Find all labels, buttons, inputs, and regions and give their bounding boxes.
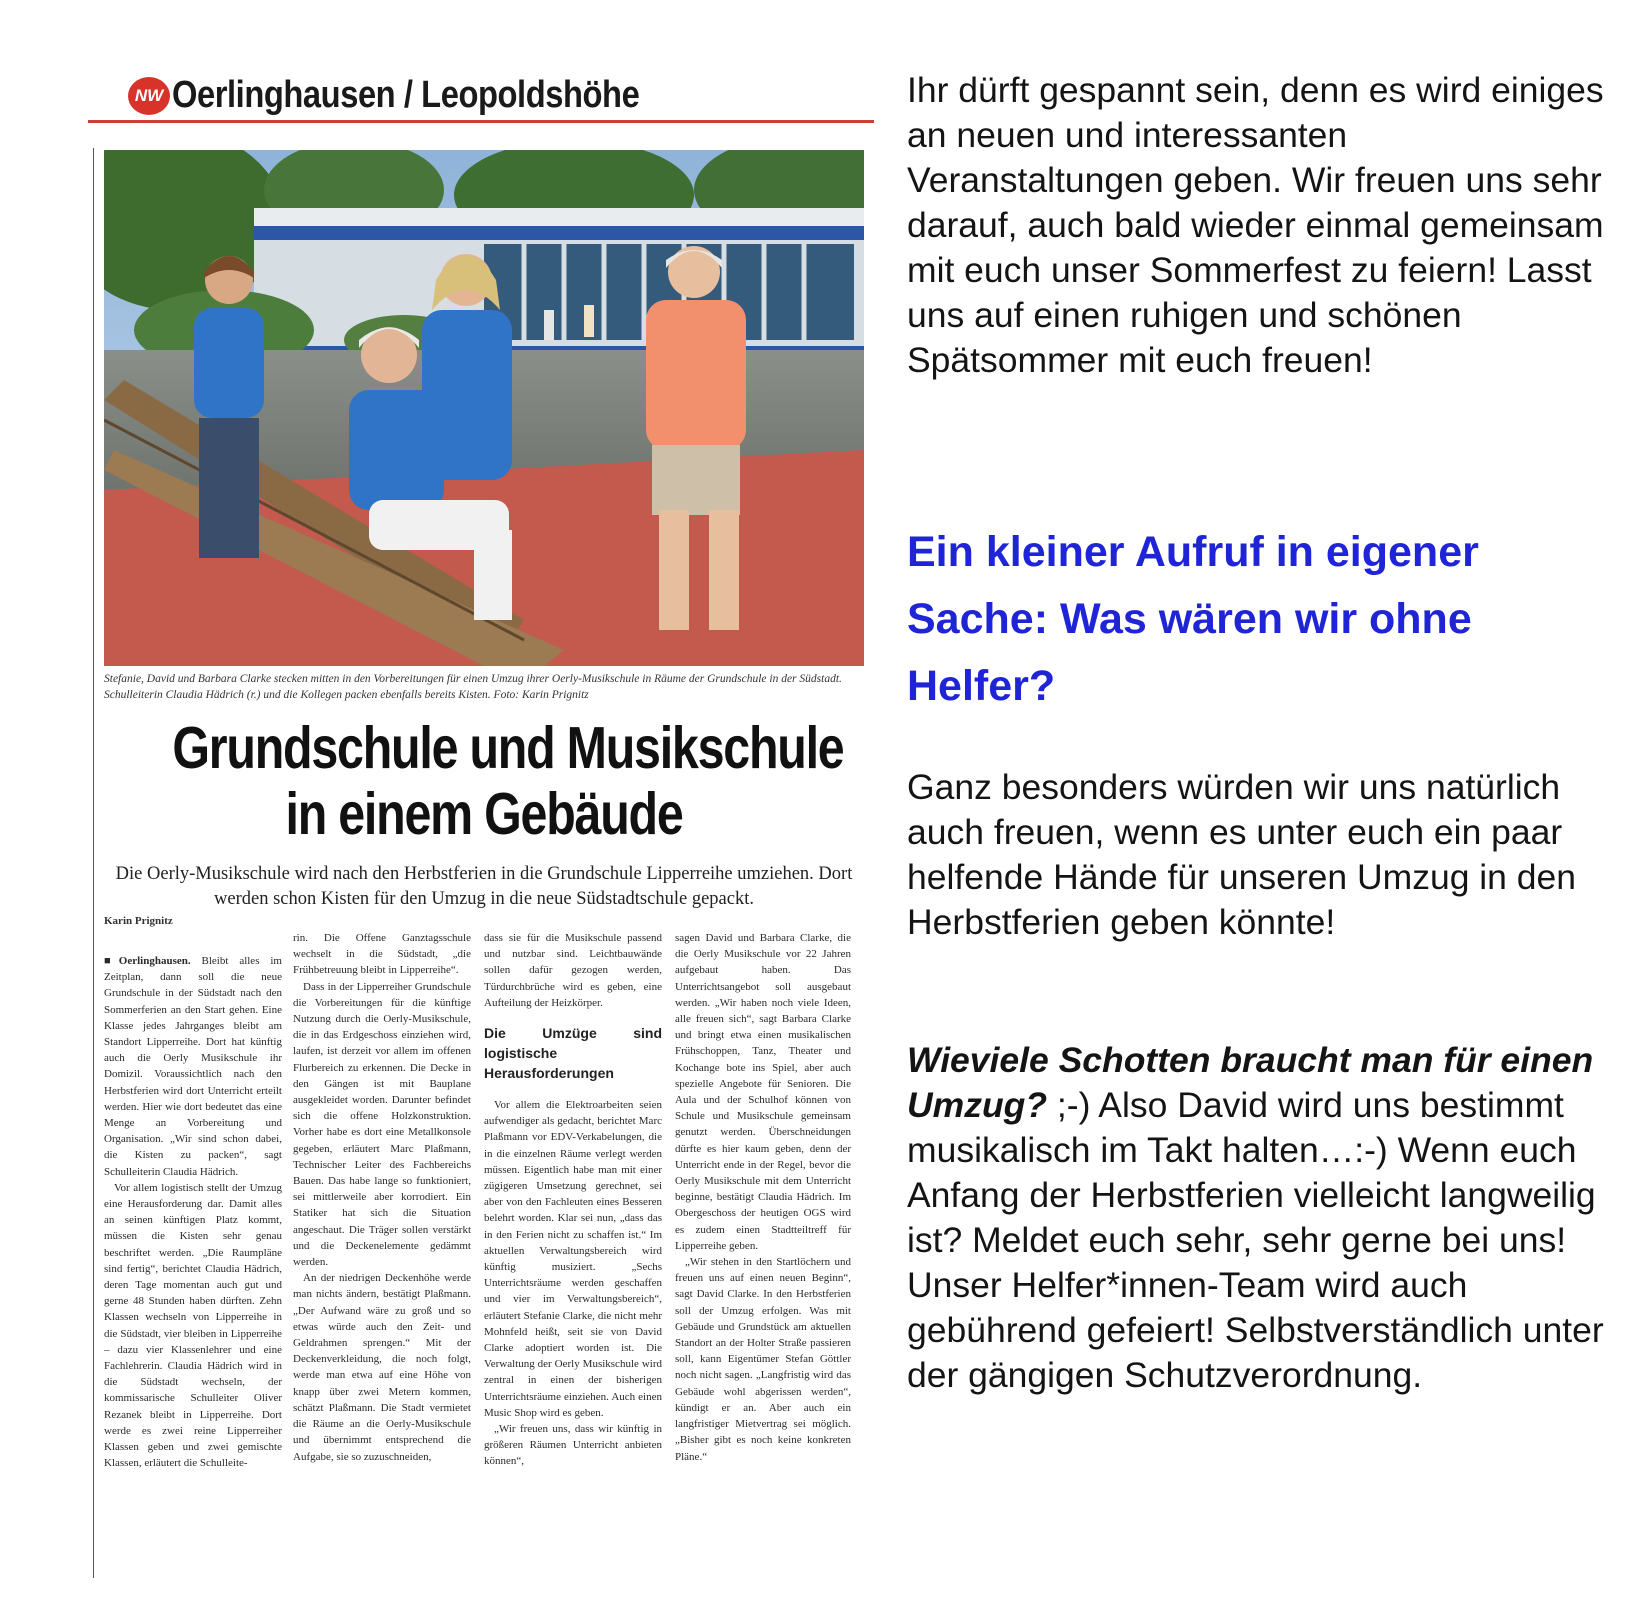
article-column-3 — [484, 930, 662, 1470]
paragraph: sagen David und Barbara Clarke, die die Oerly Musikschule vor 22 Jahren aufgebaut haben. Das Unterrichtsangebot soll ausgebaut werden. „Wir haben noch viele Ideen, alle freuen sich“, sagt Barbara Clarke und bringt etwa einen musikalischen Frühschoppen, Tanz, Theater und Kochange bote ins Spiel, aber auch spezielle Angebote für Senioren. Die Aula und der Schulhof können von Schule und Musikschule gemeinsam genutzt werden. Überschneidungen dürfte es hier kaum geben, denn der Unterricht ende in der Regel, bevor die Oerly Musikschule mit dem Unterricht beginne, bestätigt Claudia Hädrich. Im Obergeschoss der heutigen OGS wird es zudem einen Stadtteiltreff für Lipperreihe geben. — [675, 932, 851, 1252]
paragraph: Dass in der Lipperreiher Grundschule die Vorbereitungen für die künftige Nutzung durch die Oerly-Musikschule, die in das Erdgeschoss einziehen wird, laufen, ist derzeit vor allem im offenen Flurbereich zu erkennen. Die Decke in den Gängen ist mit Bauplane ausgekleidet worden. Darunter befindet sich die offene Holzkonstruktion. Vorher habe es dort eine Metallkonsole gegeben, erläutert Marc Plaßmann, Technischer Leiter des Fachbereichs Bauen. Das habe lange so funktioniert, sei mittlerweile aber korrodiert. Ein Statiker hat sich die Situation angeschaut. Die Träger sollen verstärkt und die Deckenelemente gedämmt werden. — [293, 980, 471, 1269]
article-author: Karin Prignitz — [104, 915, 173, 927]
photo-caption: Stefanie, David und Barbara Clarke stecken mitten in den Vorbereitungen für einen Umzug ihrer Oerly-Musikschule in Räume der Grundschule in der Südstadt. Schulleiterin Claudia Hädrich (r.) und die Kollegen packen ebenfalls bereits Kisten. Foto: Karin Prignitz — [104, 673, 842, 701]
column-rule — [93, 148, 94, 1578]
paragraph: rin. Die Offene Ganztagsschule wechselt in die Südstadt, „die Frühbetreuung bleibt in Lipperreihe“. — [293, 932, 471, 977]
closing-paragraph — [907, 1038, 1607, 1398]
article-subhead: Die Oerly-Musikschule wird nach den Herbstferien in die Grundschule Lipperreihe umziehen. Dort werden schon Kisten für den Umzug in die neue Südstadtschule gepackt. — [115, 864, 853, 909]
emphasis-question: Wieviele Schotten braucht man für einen Umzug? — [907, 1040, 1594, 1125]
article-column-2 — [293, 930, 471, 1465]
paragraph: Vor allem die Elektroarbeiten seien aufwendiger als gedacht, berichtet Marc Plaßmann vor EDV-Verkabelungen, die in die einzelnen Räume verlegt werden müssen. Eigentlich habe man mit einer zügigeren Umsetzung gerechnet, sei aber von den Fachleuten eines Besseren belehrt worden. Klar sei nun, „dass das in den Ferien nicht zu schaffen ist.“ Im aktuellen Verwaltungsbereich wird künftig musiziert. „Sechs Unterrichtsräume werden geschaffen und vier im Verwaltungsbereich“, erläutert Stefanie Clarke, die nicht mehr Mohnfeld heißt, seit sie von David Clarke adoptiert worden ist. Die Verwaltung der Oerly Musikschule wird zentral in einen der bisherigen Unterrichtsräume einziehen. Auch einen Music Shop wird es geben. — [484, 1099, 662, 1419]
helpers-paragraph: Ganz besonders würden wir uns natürlich auch freuen, wenn es unter euch ein paar helfende Hände für unseren Umzug in den Herbstferien geben könnte! — [907, 767, 1577, 942]
nw-logo: NW — [128, 77, 170, 115]
headline-line-2: in einem Gebäude — [285, 781, 683, 847]
paragraph: „Wir stehen in den Startlöchern und freuen uns auf einen neuen Beginn“, sagt David Clarke. In den Herbstferien soll der Umzug erfolgen. Was mit Gebäude und Grundstück am aktuellen Standort an der Holter Straße passieren soll, kann Eigentümer Stefan Göttler noch nicht sagen. „Langfristig wird das Gebäude wohl abgerissen werden“, kündigt er an. Aber auch ein langfristiger Mietvertrag sei möglich. „Bisher gibt es noch keine konkreten Pläne.“ — [675, 1256, 851, 1463]
newspaper-clipping — [88, 60, 874, 1590]
paragraph: dass sie für die Musikschule passend und nutzbar sind. Leichtbauwände sollen dafür gezogen werden, Türdurchbrüche wird es geben, eine Aufteilung der Heizkörper. — [484, 932, 662, 1009]
article-headline — [104, 715, 864, 847]
intro-paragraph: Ihr dürft gespannt sein, denn es wird einiges an neuen und interessanten Veranstaltungen geben. Wir freuen uns sehr darauf, auch bald wieder einmal gemeinsam mit euch unser Sommerfest zu feiern! Lasst uns auf einen ruhigen und schönen Spätsommer mit euch freuen! — [907, 70, 1604, 380]
masthead-rule — [88, 120, 874, 123]
article-column-4 — [675, 930, 851, 1465]
call-to-action-heading: Ein kleiner Aufruf in eigener Sache: Was wären wir ohne Helfer? — [907, 528, 1479, 710]
closing-text: ;-) Also David wird uns bestimmt musikalisch im Takt halten…:-) Wenn euch Anfang der Herbstferien vielleicht langweilig ist? Meldet euch sehr, sehr gerne bei uns! Unser Helfer*innen-Team wird auch gebührend gefeiert! Selbstverständlich unter der gängigen Schutzverordnung. — [907, 1085, 1604, 1395]
section-title: Oerlinghausen / Leopoldshöhe — [172, 74, 640, 116]
paragraph: Vor allem logistisch stellt der Umzug eine Herausforderung dar. Damit alles an seinen künftigen Platz kommt, müssen die Kisten sehr genau beschriftet werden. „Die Raumpläne sind fertig“, berichtet Claudia Hädrich, deren Tage momentan auch gut und gerne 48 Stunden haben dürften. Zehn Klassen wechseln von Lipperreihe in die Südstadt, vier bleiben in Lipperreihe – dazu vier Klassenlehrer und eine Fachlehrerin. Claudia Hädrich wird in die Südstadt wechseln, der kommissarische Schulleiter Oliver Rezanek bleibt in Lipperreihe. Dort werde es zwei reine Lipperreiher Klassen geben und zwei gemischte Klassen, erläutert die Schulleite- — [104, 1181, 282, 1470]
intertitle: Die Umzüge sind logistische Herausforderungen — [484, 1025, 662, 1082]
paragraph: Bleibt alles im Zeitplan, dann soll die neue Grundschule in der Südstadt nach den Sommerferien an den Start gehen. Eine Klasse jedes Jahrganges bleibt am Standort Lipperreihe. Dort hat künftig auch die Oerly Musikschule ihr Domizil. Voraussichtlich nach den Herbstferien wird dort Unterricht erteilt werden. Hier wie dort bedeutet das eine Menge an Vorbereitung und Organisation. „Wir sind schon dabei, die Kisten zu packen“, sagt Schulleiterin Claudia Hädrich. — [104, 955, 282, 1178]
article-column-1 — [104, 953, 282, 1472]
paragraph: „Wir freuen uns, dass wir künftig in größeren Räumen Unterricht anbieten können“, — [484, 1423, 662, 1468]
masthead — [128, 74, 715, 117]
paragraph: An der niedrigen Deckenhöhe werde man nichts ändern, bestätigt Plaßmann. „Der Aufwand wäre zu groß und so etwas würde auch den Zeit- und Geldrahmen sprengen.“ Mit der Deckenverkleidung, die noch folgt, werde man etwa auf eine Höhe von knapp über zwei Metern kommen, schätzt Plaßmann. Die Stadt vermietet die Räume an die Oerly-Musikschule und übernimmt entsprechend die Aufgabe, sie so zuzuschneiden, — [293, 1272, 471, 1463]
article-photo — [104, 150, 864, 666]
photo-illustration — [104, 150, 864, 666]
headline-line-1: Grundschule und Musikschule — [172, 715, 844, 781]
dateline: ■Oerlinghausen. — [104, 955, 191, 967]
